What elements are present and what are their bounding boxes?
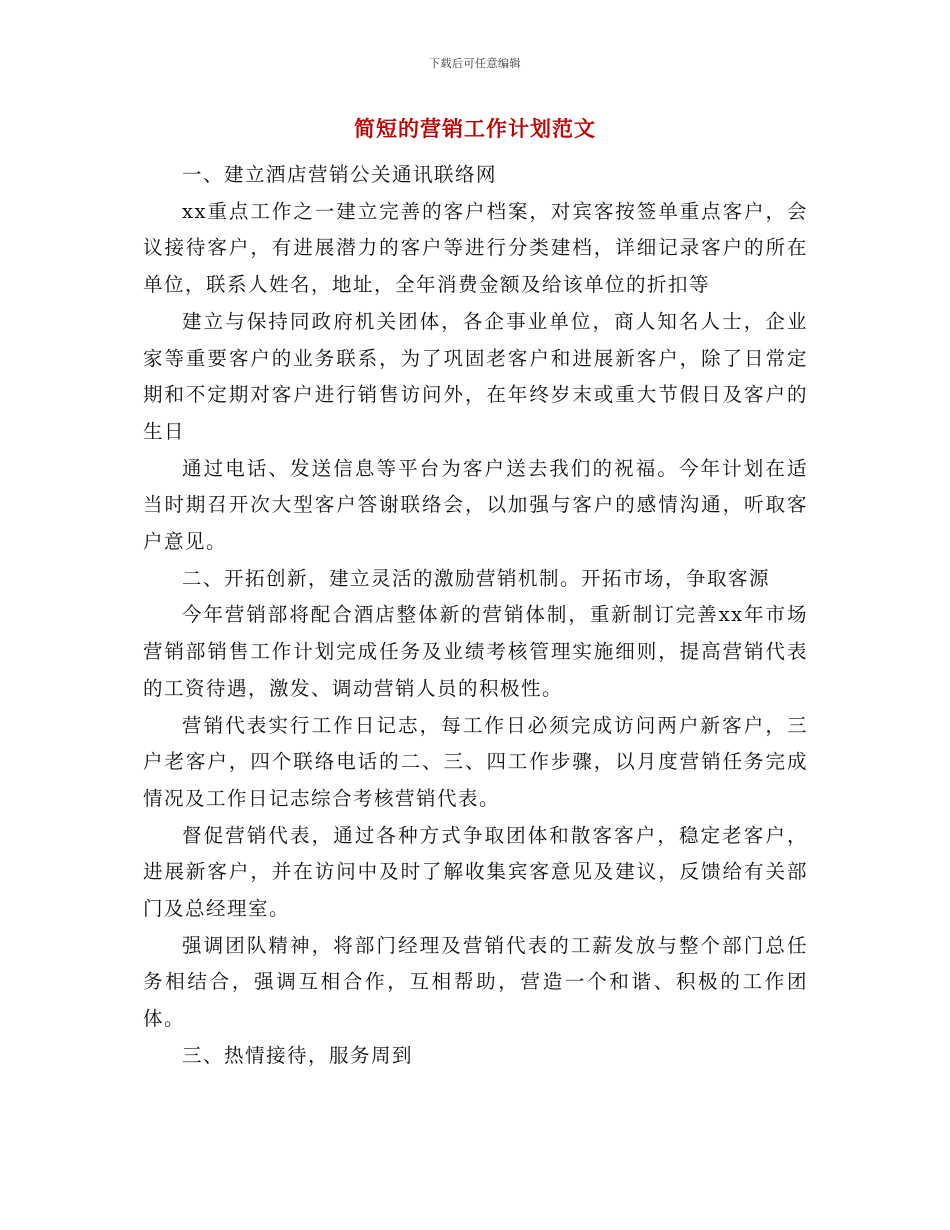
section-heading-1: 一、建立酒店营销公关通讯联络网 xyxy=(182,163,498,186)
paragraph: 建立与保持同政府机关团体，各企事业单位，商人知名人士，企业家等重要客户的业务联系，为了巩固老客户和进展新客户，除了日常定期和不定期对客户进行销售访问外，在年终岁末或重大节假日及客户的生日 xyxy=(143,309,808,443)
document-body xyxy=(143,157,808,1075)
section-heading-2: 二、开拓创新，建立灵活的激励营销机制。开拓市场，争取客源 xyxy=(182,566,771,590)
paragraph: 督促营销代表，通过各种方式争取团体和散客客户，稳定老客户，进展新客户，并在访问中及时了解收集宾客意见及建议，反馈给有关部门及总经理室。 xyxy=(143,823,808,921)
document-title: 简短的营销工作计划范文 xyxy=(354,116,596,141)
paragraph: 营销代表实行工作日记志，每工作日必须完成访问两户新客户，三户老客户，四个联络电话的二、三、四工作步骤，以月度营销任务完成情况及工作日记志综合考核营销代表。 xyxy=(143,713,808,810)
paragraph: 通过电话、发送信息等平台为客户送去我们的祝福。今年计划在适当时期召开次大型客户答谢联络会，以加强与客户的感情沟通，听取客户意见。 xyxy=(143,456,808,554)
paragraph: 今年营销部将配合酒店整体新的营销体制，重新制订完善xx年市场营销部销售工作计划完成任务及业绩考核管理实施细则，提高营销代表的工资待遇，激发、调动营销人员的积极性。 xyxy=(143,603,808,700)
section-heading-3: 三、热情接待，服务周到 xyxy=(182,1043,414,1067)
header-note: 下载后可任意编辑 xyxy=(429,57,521,70)
paragraph: xx重点工作之一建立完善的客户档案，对宾客按签单重点客户，会议接待客户，有进展潜力的客户等进行分类建档，详细记录客户的所在单位，联系人姓名，地址，全年消费金额及给该单位的折扣等 xyxy=(143,199,808,297)
paragraph: 强调团队精神，将部门经理及营销代表的工薪发放与整个部门总任务相结合，强调互相合作，互相帮助，营造一个和谐、积极的工作团体。 xyxy=(143,933,808,1031)
